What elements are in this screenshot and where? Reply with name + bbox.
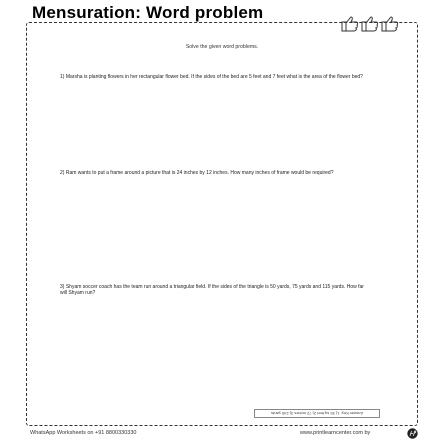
instruction-text: Solve the given word problems. — [185, 44, 259, 50]
hp-logo-icon — [407, 428, 418, 439]
worksheet-border — [26, 22, 418, 426]
question-2: 2) Ram wants to put a frame around a picture that is 24 inches by 12 inches. How many inches of frame would be required? — [60, 170, 334, 176]
footer-website: www.printlearncenter.com by — [300, 430, 371, 436]
page-title: Mensuration: Word problem — [32, 3, 264, 22]
answer-key-text: Answer Key: 1) 35 sq.feet 2) 72 inches 3) 240 yards — [270, 411, 364, 416]
answer-key — [254, 409, 380, 418]
footer-whatsapp: WhatsApp Worksheets on +91 8800330330 — [30, 430, 137, 436]
question-3: 3) Shyam soccer coach has the team run around a triangular field. If the sides of the triangle is 50 yards, 75 yards and 115 yards. How far will Shyam run? — [60, 284, 364, 296]
question-1: 1) Marsha is planting flowers in her rectangular flower bed. If the sides of the bed are 5 feet and 7 feet what is the area of the flower bed? — [60, 74, 363, 80]
